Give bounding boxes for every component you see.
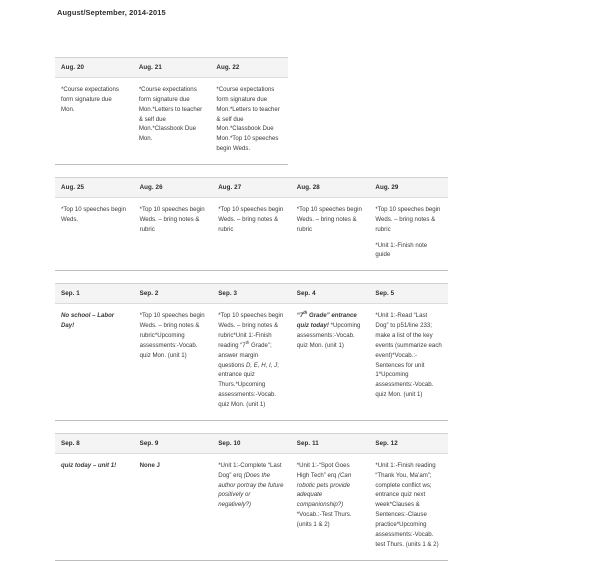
column-header-date: Sep. 9 [134, 433, 213, 453]
calendar-table-week-aug-20 [55, 57, 288, 165]
calendar-cell [212, 453, 291, 560]
cell-paragraph: *Unit 1:-Complete “Last Dog” erq (Does the author portray the future positively or negatively?) [218, 461, 284, 509]
table-row [55, 198, 448, 271]
column-header-date: Aug. 22 [210, 58, 288, 78]
cell-paragraph: *Top 10 speeches begin Weds. [61, 206, 127, 223]
calendar-cell [134, 198, 213, 271]
column-header-date: Aug. 29 [369, 178, 448, 198]
calendar-cell [291, 198, 370, 271]
column-header-date: Aug. 25 [55, 178, 134, 198]
cell-paragraph: *Course expectations form signature due Mon.*Letters to teacher & self due Mon.*Classbook Due Mon.*Top 10 speeches begin Weds. [216, 86, 280, 153]
calendar-cell [291, 304, 370, 421]
column-header-date: Sep. 5 [369, 284, 448, 304]
cell-paragraph: *Unit 1:-“Spot Goes High Tech” erq (Can robotic pets provide adequate companionship?) *Vocab.:-Test Thurs. (units 1 & 2) [296, 461, 352, 529]
cell-paragraph: *Top 10 speeches begin Weds. – bring notes & rubric [139, 206, 205, 233]
calendar-cell [55, 304, 134, 421]
column-header-date: Sep. 4 [291, 284, 370, 304]
calendar-cell [134, 304, 213, 421]
table-header-row [55, 178, 448, 198]
column-header-date: Sep. 1 [55, 284, 134, 304]
column-header-date: Sep. 10 [212, 433, 291, 453]
page-title: August/September, 2014-2015 [57, 8, 166, 17]
calendar-table-week-sep-8 [55, 433, 448, 561]
column-header-date: Sep. 12 [369, 433, 448, 453]
cell-paragraph: quiz today – unit 1! [61, 461, 117, 469]
column-header-date: Aug. 28 [291, 178, 370, 198]
cell-paragraph: “7th Grade” entrance quiz today! *Upcoming assessments:-Vocab. quiz Mon. (unit 1) [296, 310, 361, 349]
table-row [55, 78, 288, 165]
cell-paragraph: None J [139, 461, 160, 469]
calendar-table-week-sep-1 [55, 283, 448, 421]
calendar-cell [291, 453, 370, 560]
calendar-cell [212, 198, 291, 271]
cell-paragraph: *Top 10 speeches begin Weds. – bring notes & rubric*Upcoming assessments:-Vocab. quiz Mon. (unit 1) [139, 312, 205, 359]
column-header-date: Sep. 2 [134, 284, 213, 304]
column-header-date: Sep. 3 [212, 284, 291, 304]
cell-paragraph: *Top 10 speeches begin Weds. – bring notes & rubric [218, 206, 284, 233]
table-header-row [55, 284, 448, 304]
table-header-row [55, 433, 448, 453]
cell-paragraph: *Top 10 speeches begin Weds. – bring notes & rubric [296, 206, 362, 233]
column-header-date: Sep. 8 [55, 433, 134, 453]
table-gap [55, 165, 555, 177]
column-header-date: Aug. 26 [134, 178, 213, 198]
calendar-cell [210, 78, 288, 165]
calendar-tables-container [55, 57, 555, 561]
cell-paragraph: *Unit 1:-Finish reading “Thank You, Ma’am”; complete conflict ws; entrance quiz next week*Clauses & Sentences:-Clause practice*Upcoming assessments:-Vocab. test Thurs. (units 1 & 2) [375, 461, 439, 548]
table-row [55, 304, 448, 421]
calendar-table-week-aug-25 [55, 177, 448, 271]
column-header-date: Aug. 20 [55, 58, 133, 78]
calendar-cell [134, 453, 213, 560]
cell-paragraph: *Top 10 speeches begin Weds. – bring notes & rubric*Unit 1:-Finish reading “7th Grade”; answer margin questions D, E, H, I, J; entrance quiz Thurs.*Upcoming assessments:-Vocab. quiz Mon. (unit 1) [218, 312, 284, 409]
cell-paragraph: *Top 10 speeches begin Weds. – bring notes & rubric [375, 206, 441, 233]
calendar-cell [133, 78, 211, 165]
calendar-cell [369, 304, 448, 421]
table-row [55, 453, 448, 560]
calendar-cell [55, 78, 133, 165]
cell-paragraph: *Course expectations form signature due Mon. [61, 86, 119, 113]
calendar-cell [212, 304, 291, 421]
cell-paragraph: No school – Labor Day! [61, 312, 115, 330]
cell-paragraph: *Unit 1:-Finish note guide [375, 241, 428, 259]
table-gap [55, 421, 555, 433]
table-gap [55, 271, 555, 283]
cell-paragraph: *Unit 1:-Read “Last Dog” to p51/line 233; make a list of the key events (summarize each event)*Vocab.:-Sentences for unit 1*Upcoming assessments:-Vocab. quiz Mon. (unit 1) [375, 312, 442, 399]
column-header-date: Sep. 11 [291, 433, 370, 453]
table-header-row [55, 58, 288, 78]
column-header-date: Aug. 21 [133, 58, 211, 78]
column-header-date: Aug. 27 [212, 178, 291, 198]
calendar-cell [55, 198, 134, 271]
calendar-cell [369, 198, 448, 271]
calendar-cell [55, 453, 134, 560]
calendar-cell [369, 453, 448, 560]
cell-paragraph: *Course expectations form signature due Mon.*Letters to teacher & self due Mon.*Classbook Due Mon. [138, 86, 203, 143]
